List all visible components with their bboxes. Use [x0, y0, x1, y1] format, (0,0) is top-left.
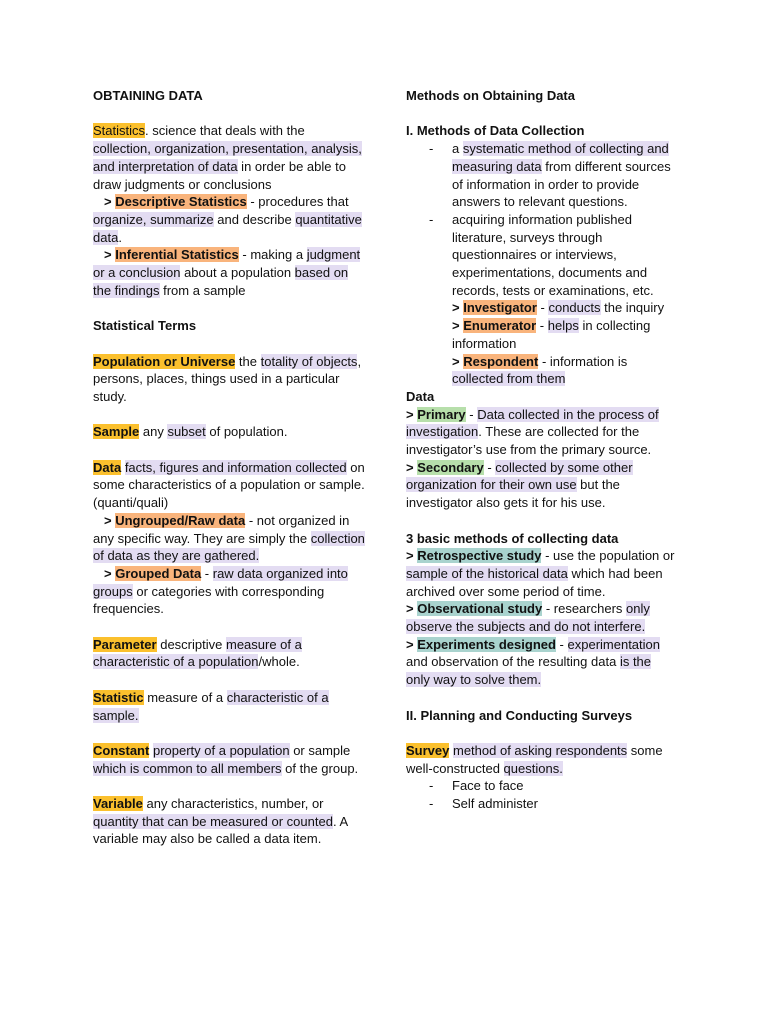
dash-bullet: - — [429, 141, 434, 157]
dash-bullet: - — [429, 211, 434, 227]
section-1-heading: I. Methods of Data Collection — [406, 123, 585, 139]
definition-secondary: > Secondary - collected by some other organization for their own use but the investigator also gets it for his use. — [406, 459, 633, 511]
survey-item: - Self administer — [429, 796, 538, 812]
term-respondent: Respondent — [463, 353, 539, 369]
definition-parameter: Parameter descriptive measure of a characteristic of a population/whole. — [93, 636, 302, 670]
definition-enumerator: > Enumerator - helps in collecting information — [452, 318, 651, 351]
definition-survey: Survey method of asking respondents some well-constructed questions. — [406, 742, 663, 776]
term-grouped-data: Grouped Data — [115, 565, 202, 581]
definition-population: Population or Universe the totality of objects, persons, places, things used in a particular study. — [93, 353, 362, 404]
definition-retrospective-study: > Retrospective study - use the population or sample of the historical data which had been archived over some period of time. — [406, 548, 675, 599]
left-column — [93, 87, 365, 848]
method-item-1: - a systematic method of collecting and measuring data from different sources of information in order to provide answers to relevant questions. — [429, 141, 671, 210]
term-sample: Sample — [93, 424, 140, 440]
definition-respondent: > Respondent - information is collected from them — [452, 353, 628, 387]
definition-ungrouped-data: > Ungrouped/Raw data - not organized in any specific way. They are simply the collection of data as they are gathered. — [93, 512, 365, 564]
section-2-heading: II. Planning and Conducting Surveys — [406, 707, 633, 723]
definition-variable: Variable any characteristics, number, or quantity that can be measured or counted. A variable may also be called a data item. — [93, 795, 348, 847]
definition-descriptive-statistics: > Descriptive Statistics - procedures that organize, summarize and describe quantitative data. — [93, 194, 362, 245]
dash-bullet: - — [429, 796, 434, 812]
basic-methods-heading: 3 basic methods of collecting data — [406, 530, 619, 546]
term-retrospective-study: Retrospective study — [417, 548, 542, 564]
definition-statistic: Statistic measure of a characteristic of a sample. — [93, 689, 329, 723]
definition-primary: > Primary - Data collected in the process of investigation. These are collected for the investigator’s use from the primary source. — [406, 406, 659, 458]
term-statistic: Statistic — [93, 689, 144, 705]
term-investigator: Investigator — [463, 300, 537, 316]
method-item-2: - acquiring information published literature, surveys through questionnaires or interviews, experimentations, documents and records, tests or examinations, etc. — [429, 211, 654, 298]
definition-grouped-data: > Grouped Data - raw data organized into groups or categories with corresponding frequencies. — [93, 565, 348, 617]
definition-experiments-designed: > Experiments designed - experimentation and observation of the resulting data is the only way to solve them. — [406, 636, 660, 688]
term-population: Population or Universe — [93, 353, 236, 369]
term-secondary: Secondary — [417, 459, 484, 475]
definition-observational-study: > Observational study - researchers only observe the subjects and do not interfere. — [406, 601, 650, 635]
definition-sample: Sample any subset of population. — [93, 424, 288, 440]
term-primary: Primary — [417, 406, 466, 422]
term-enumerator: Enumerator — [463, 318, 537, 334]
term-observational-study: Observational study — [417, 601, 543, 617]
term-statistics: Statistics — [93, 123, 146, 139]
term-experiments-designed: Experiments designed — [417, 636, 556, 652]
term-ungrouped-data: Ungrouped/Raw data — [115, 512, 246, 528]
definition-constant: Constant property of a population or sample which is common to all members of the group. — [93, 742, 359, 776]
page-title: OBTAINING DATA — [93, 88, 203, 103]
term-descriptive-statistics: Descriptive Statistics — [115, 194, 247, 210]
definition-data: Data facts, figures and information collected on some characteristics of a population or sample. (quanti/quali) — [93, 459, 365, 511]
methods-title: Methods on Obtaining Data — [406, 88, 575, 103]
term-constant: Constant — [93, 742, 150, 758]
definition-inferential-statistics: > Inferential Statistics - making a judgment or a conclusion about a population based on the findings from a sample — [93, 247, 361, 298]
term-parameter: Parameter — [93, 636, 157, 652]
survey-item: - Face to face — [429, 778, 524, 794]
statistical-terms-heading: Statistical Terms — [93, 318, 197, 334]
dash-bullet: - — [429, 778, 434, 794]
term-survey: Survey — [406, 742, 450, 758]
term-variable: Variable — [93, 795, 143, 811]
term-inferential-statistics: Inferential Statistics — [115, 247, 239, 263]
right-column — [406, 87, 678, 813]
definition-statistics: Statistics. science that deals with the collection, organization, presentation, analysis, and interpretation of data in order be able to draw judgments or conclusions — [93, 123, 362, 192]
data-heading: Data — [406, 388, 435, 404]
term-data: Data — [93, 459, 122, 475]
definition-investigator: > Investigator - conducts the inquiry — [452, 300, 665, 316]
